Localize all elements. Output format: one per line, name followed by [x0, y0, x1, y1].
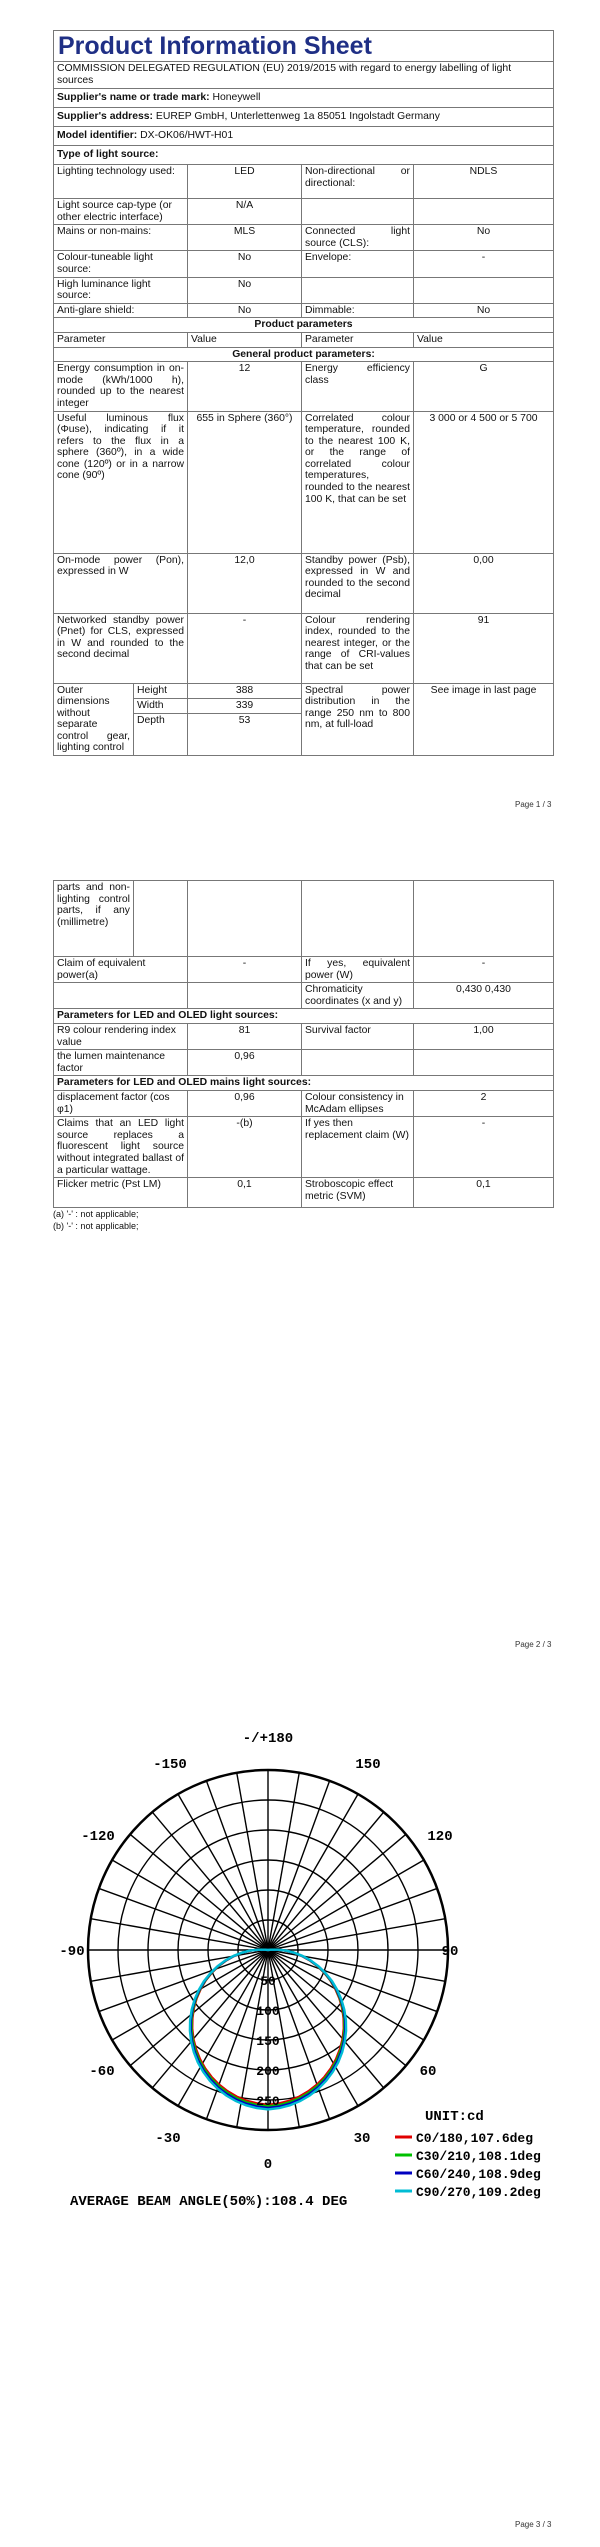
angle-label: -120 [81, 1829, 115, 1845]
param-label: the lumen maintenance factor [54, 1050, 188, 1076]
width-label: Width [134, 698, 188, 713]
angle-label: -30 [155, 2131, 181, 2147]
param-value: - [414, 251, 554, 277]
general-row [54, 553, 554, 613]
radial-label: 50 [260, 1974, 276, 1989]
angle-label: -60 [89, 2064, 115, 2080]
product-params-title: Product parameters [54, 318, 554, 333]
type-row [54, 303, 554, 318]
chromaticity-row [54, 983, 554, 1009]
angle-label: 0 [263, 2157, 273, 2173]
param-label: displacement factor (cos φ1) [54, 1090, 188, 1116]
supplier-name-row [54, 89, 554, 108]
param-label: On-mode power (Pon), expressed in W [54, 553, 188, 613]
param-value: 0,430 0,430 [414, 983, 554, 1009]
type-row [54, 277, 554, 303]
page-2 [53, 880, 553, 1232]
type-row [54, 165, 554, 199]
dimension-row [54, 683, 554, 698]
equivalent-row [54, 957, 554, 983]
param-label: Mains or non-mains: [54, 225, 188, 251]
supplier-name-label: Supplier's name or trade mark: [57, 92, 210, 103]
footnote: (b) '-' : not applicable; [53, 1221, 139, 1232]
polar-light-distribution-diagram [50, 1690, 550, 2210]
param-value: 0,1 [188, 1178, 302, 1208]
radial-label: 250 [256, 2094, 280, 2109]
dimensions-label: Outer dimensions without separate control gear, lighting control [54, 683, 134, 756]
supplier-address: EUREP GmbH, Unterlettenweg 1a 85051 Ingolstadt Germany [155, 111, 440, 122]
param-label: Useful luminous flux (Φuse), indicating if it refers to the flux in a sphere (360º), in a wide cone (120º) or in a narrow cone (90º) [54, 411, 188, 553]
param-label: Colour-tuneable light source: [54, 251, 188, 277]
param-value: 3 000 or 4 500 or 5 700 [414, 411, 554, 553]
param-label: Claim of equivalent power(a) [54, 957, 188, 983]
mains-row [54, 1090, 554, 1116]
param-label [302, 1050, 414, 1076]
param-label: Connected light source (CLS): [302, 225, 414, 251]
general-params-title: General product parameters: [54, 347, 554, 362]
legend-label: C60/240,108.9deg [416, 2167, 541, 2182]
param-label: Correlated colour temperature, rounded to the nearest 100 K, or the range of correlated colour temperatures, rounded to the nearest 100 K, that can be set [302, 411, 414, 553]
depth-value: 53 [188, 714, 302, 756]
supplier-address-row [54, 108, 554, 127]
param-value: - [414, 1117, 554, 1178]
unit-label: UNIT:cd [425, 2109, 484, 2125]
info-table-page1 [53, 30, 554, 756]
param-label: Light source cap-type (or other electric interface) [54, 199, 188, 225]
radial-label: 150 [256, 2034, 280, 2049]
param-value: No [188, 303, 302, 318]
param-label: High luminance light source: [54, 277, 188, 303]
column-headers [54, 332, 554, 347]
col-header: Parameter [302, 332, 414, 347]
led-params-title: Parameters for LED and OLED light sources: [54, 1009, 554, 1024]
page-1 [53, 30, 553, 756]
param-value: 1,00 [414, 1023, 554, 1049]
info-table-page2 [53, 880, 554, 1208]
footnote: (a) '-' : not applicable; [53, 1209, 139, 1220]
angle-label: 120 [427, 1829, 453, 1845]
param-value: MLS [188, 225, 302, 251]
angle-label: 30 [353, 2131, 371, 2147]
angle-label: 150 [355, 1757, 381, 1773]
type-row [54, 225, 554, 251]
param-label: Energy efficiency class [302, 362, 414, 411]
param-value: No [188, 277, 302, 303]
col-header: Parameter [54, 332, 188, 347]
param-value: -(b) [188, 1117, 302, 1178]
param-label: Colour rendering index, rounded to the nearest integer, or the range of CRI-values that can be set [302, 613, 414, 683]
mains-params-title: Parameters for LED and OLED mains light sources: [54, 1076, 554, 1091]
param-value [414, 1050, 554, 1076]
param-label: Colour consistency in McAdam ellipses [302, 1090, 414, 1116]
depth-label: Depth [134, 714, 188, 756]
dimension-cont-row [54, 881, 554, 957]
param-value: - [188, 613, 302, 683]
beam-angle-text: AVERAGE BEAM ANGLE(50%):108.4 DEG [70, 2194, 348, 2210]
supplier-name: Honeywell [212, 92, 261, 103]
param-value: 91 [414, 613, 554, 683]
angle-label: -90 [59, 1944, 85, 1960]
radial-label: 100 [256, 2004, 280, 2019]
angle-label: 60 [419, 2064, 437, 2080]
param-label: R9 colour rendering index value [54, 1023, 188, 1049]
param-label: Envelope: [302, 251, 414, 277]
dimensions-label-cont: parts and non-lighting control parts, if any (millimetre) [54, 881, 134, 957]
param-value: 655 in Sphere (360°) [188, 411, 302, 553]
width-value: 339 [188, 698, 302, 713]
mains-row [54, 1117, 554, 1178]
spd-label: Spectral power distribution in the range 250 nm to 800 nm, at full-load [302, 683, 414, 756]
param-value: No [414, 225, 554, 251]
param-value [414, 277, 554, 303]
param-value: NDLS [414, 165, 554, 199]
legend-label: C30/210,108.1deg [416, 2149, 541, 2164]
param-value: LED [188, 165, 302, 199]
legend-label: C0/180,107.6deg [416, 2131, 534, 2146]
param-value [188, 983, 302, 1009]
param-value: 12,0 [188, 553, 302, 613]
model-identifier: DX-OK06/HWT-H01 [140, 130, 234, 141]
param-value: No [414, 303, 554, 318]
page-number: Page 2 / 3 [515, 1640, 552, 1649]
param-label: Standby power (Psb), expressed in W and rounded to the second decimal [302, 553, 414, 613]
document-title: Product Information Sheet [54, 31, 554, 62]
param-label: If yes, equivalent power (W) [302, 957, 414, 983]
param-value: G [414, 362, 554, 411]
type-label: Type of light source: [54, 146, 554, 165]
regulation-text: COMMISSION DELEGATED REGULATION (EU) 2019/2015 with regard to energy labelling of light sources [54, 62, 554, 89]
general-row [54, 613, 554, 683]
height-label: Height [134, 683, 188, 698]
param-value: 81 [188, 1023, 302, 1049]
supplier-address-label: Supplier's address: [57, 111, 154, 122]
param-value: N/A [188, 199, 302, 225]
general-row [54, 411, 554, 553]
param-label: Flicker metric (Pst LM) [54, 1178, 188, 1208]
radial-label: 200 [256, 2064, 280, 2079]
param-label: Dimmable: [302, 303, 414, 318]
spd-value: See image in last page [414, 683, 554, 756]
col-header: Value [414, 332, 554, 347]
param-label: Energy consumption in on-mode (kWh/1000 h), rounded up to the nearest integer [54, 362, 188, 411]
col-header: Value [188, 332, 302, 347]
page-number: Page 1 / 3 [515, 800, 552, 809]
param-value: 12 [188, 362, 302, 411]
angle-label: -/+180 [242, 1731, 294, 1747]
param-label: Survival factor [302, 1023, 414, 1049]
page-number: Page 3 / 3 [515, 2520, 552, 2529]
param-value: - [188, 957, 302, 983]
led-row [54, 1023, 554, 1049]
led-row [54, 1050, 554, 1076]
param-value: - [414, 957, 554, 983]
param-label: Claims that an LED light source replaces a fluorescent light source without integrated ballast of a particular wattage. [54, 1117, 188, 1178]
param-label: Non-directional or directional: [302, 165, 414, 199]
param-value: 0,96 [188, 1090, 302, 1116]
angle-label: -150 [153, 1757, 187, 1773]
param-label: Networked standby power (Pnet) for CLS, expressed in W and rounded to the second decimal [54, 613, 188, 683]
param-label [302, 277, 414, 303]
type-row [54, 199, 554, 225]
param-label [54, 983, 188, 1009]
param-label: Anti-glare shield: [54, 303, 188, 318]
param-value [414, 199, 554, 225]
angle-label: 90 [441, 1944, 459, 1960]
param-label [302, 199, 414, 225]
general-row [54, 362, 554, 411]
param-label: Stroboscopic effect metric (SVM) [302, 1178, 414, 1208]
param-value: No [188, 251, 302, 277]
legend-label: C90/270,109.2deg [416, 2185, 541, 2200]
model-row [54, 127, 554, 146]
height-value: 388 [188, 683, 302, 698]
polar-legend [395, 2131, 541, 2200]
param-value: 0,96 [188, 1050, 302, 1076]
param-label: If yes then replacement claim (W) [302, 1117, 414, 1178]
param-value: 0,1 [414, 1178, 554, 1208]
param-label: Lighting technology used: [54, 165, 188, 199]
mains-row [54, 1178, 554, 1208]
param-label: Chromaticity coordinates (x and y) [302, 983, 414, 1009]
type-row [54, 251, 554, 277]
model-label: Model identifier: [57, 130, 138, 141]
param-value: 2 [414, 1090, 554, 1116]
param-value: 0,00 [414, 553, 554, 613]
